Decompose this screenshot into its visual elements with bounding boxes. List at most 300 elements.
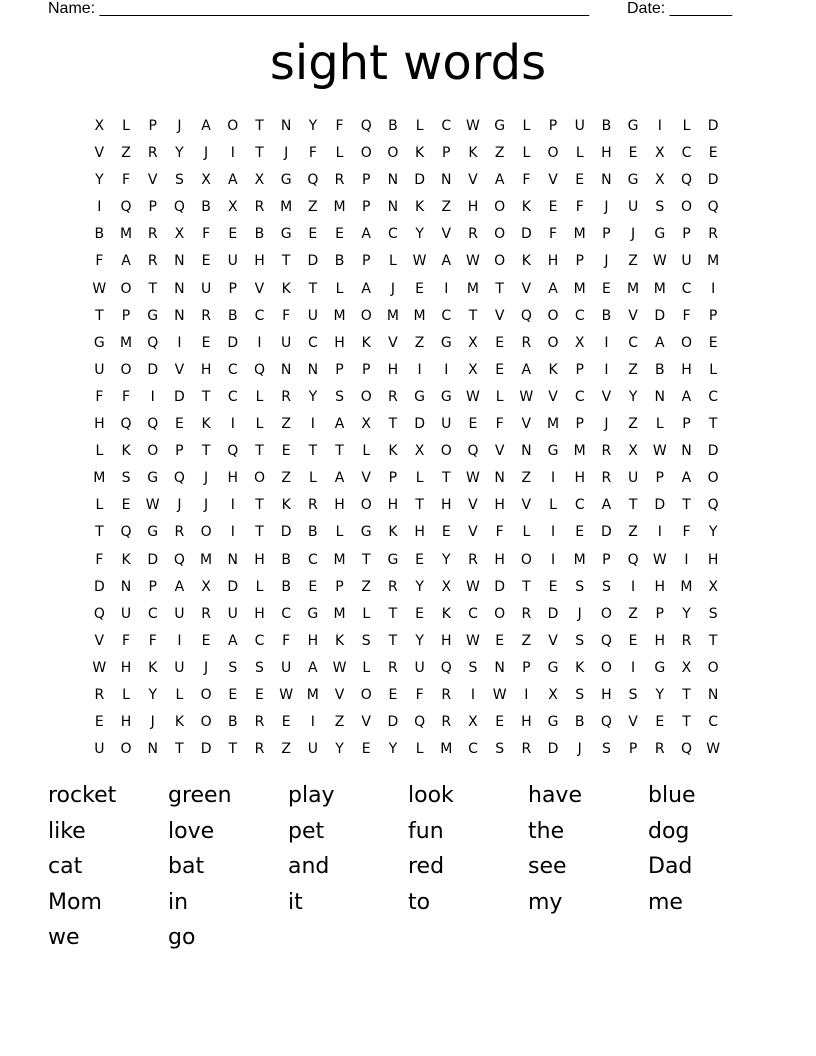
grid-letter[interactable]: M	[333, 605, 346, 622]
grid-letter[interactable]: U	[227, 253, 238, 270]
grid-letter[interactable]: H	[120, 714, 132, 731]
grid-letter[interactable]: E	[708, 334, 718, 351]
grid-letter[interactable]: P	[148, 578, 157, 595]
grid-letter[interactable]: J	[177, 118, 182, 134]
grid-letter[interactable]: O	[120, 280, 132, 297]
grid-letter[interactable]: C	[307, 551, 318, 568]
grid-letter[interactable]: H	[654, 632, 666, 649]
grid-letter[interactable]: T	[388, 632, 398, 649]
grid-letter[interactable]: V	[147, 172, 158, 189]
grid-letter[interactable]: R	[654, 741, 665, 758]
grid-letter[interactable]: F	[549, 226, 558, 243]
grid-letter[interactable]: Q	[520, 307, 532, 324]
grid-letter[interactable]: C	[468, 741, 478, 758]
grid-letter[interactable]: I	[230, 145, 235, 162]
grid-letter[interactable]: E	[255, 686, 264, 703]
grid-letter[interactable]: N	[174, 253, 185, 270]
grid-letter[interactable]: L	[415, 741, 424, 758]
grid-letter[interactable]: E	[201, 632, 211, 649]
grid-letter[interactable]: H	[414, 524, 425, 541]
grid-letter[interactable]: D	[227, 578, 239, 595]
grid-letter[interactable]: T	[628, 497, 638, 514]
grid-letter[interactable]: K	[468, 145, 478, 162]
grid-letter[interactable]: K	[121, 443, 131, 460]
grid-letter[interactable]: H	[601, 145, 612, 162]
grid-letter[interactable]: W	[492, 686, 507, 703]
grid-letter[interactable]: I	[684, 551, 689, 568]
grid-letter[interactable]: K	[415, 145, 425, 162]
grid-letter[interactable]: W	[412, 253, 427, 270]
grid-letter[interactable]: O	[253, 470, 265, 487]
grid-letter[interactable]: V	[628, 307, 638, 324]
grid-letter[interactable]: R	[147, 253, 158, 270]
grid-letter[interactable]: T	[95, 307, 104, 324]
grid-letter[interactable]: Z	[628, 253, 638, 270]
grid-letter[interactable]: J	[150, 714, 155, 731]
grid-letter[interactable]: L	[709, 361, 718, 378]
grid-letter[interactable]: G	[627, 172, 639, 189]
grid-letter[interactable]: C	[574, 497, 585, 514]
grid-letter[interactable]: X	[654, 172, 665, 189]
grid-letter[interactable]: P	[628, 741, 638, 758]
grid-letter[interactable]: Q	[120, 524, 132, 541]
grid-letter[interactable]: E	[121, 497, 131, 514]
grid-letter[interactable]: T	[335, 443, 344, 460]
grid-letter[interactable]: U	[627, 199, 639, 216]
grid-letter[interactable]: E	[415, 605, 425, 622]
grid-letter[interactable]: L	[522, 118, 531, 134]
grid-letter[interactable]: N	[120, 578, 132, 595]
grid-letter[interactable]: C	[254, 632, 265, 649]
grid-letter[interactable]: J	[284, 145, 289, 162]
grid-letter[interactable]: Z	[361, 578, 372, 595]
grid-letter[interactable]: E	[708, 145, 718, 162]
grid-letter[interactable]: N	[227, 551, 239, 568]
grid-letter[interactable]: N	[387, 199, 399, 216]
grid-letter[interactable]: J	[577, 605, 582, 622]
grid-letter[interactable]: D	[520, 226, 532, 243]
grid-letter[interactable]: J	[177, 497, 182, 514]
grid-letter[interactable]: M	[573, 226, 586, 243]
grid-letter[interactable]: H	[521, 714, 532, 731]
grid-letter[interactable]: N	[521, 443, 532, 460]
grid-letter[interactable]: Q	[307, 172, 319, 189]
grid-letter[interactable]: Q	[680, 741, 692, 758]
grid-letter[interactable]: G	[654, 226, 666, 243]
grid-letter[interactable]: K	[121, 551, 131, 568]
grid-letter[interactable]: C	[441, 118, 452, 134]
grid-letter[interactable]: H	[441, 497, 452, 514]
grid-letter[interactable]: J	[204, 497, 209, 514]
grid-letter[interactable]: L	[335, 524, 344, 541]
grid-letter[interactable]: F	[122, 388, 131, 405]
grid-letter[interactable]: F	[148, 632, 157, 649]
grid-letter[interactable]: C	[254, 307, 265, 324]
grid-letter[interactable]: W	[466, 118, 480, 134]
grid-letter[interactable]: T	[255, 443, 264, 460]
grid-letter[interactable]: L	[122, 686, 130, 703]
grid-letter[interactable]: T	[281, 253, 291, 270]
grid-letter[interactable]: W	[92, 659, 107, 676]
grid-letter[interactable]: Q	[253, 361, 265, 378]
grid-letter[interactable]: F	[282, 632, 291, 649]
grid-letter[interactable]: W	[332, 659, 347, 676]
grid-letter[interactable]: M	[306, 686, 319, 703]
grid-letter[interactable]: M	[93, 470, 106, 487]
grid-letter[interactable]: O	[360, 145, 372, 162]
grid-letter[interactable]: T	[682, 497, 691, 514]
grid-letter[interactable]: L	[362, 443, 371, 460]
grid-letter[interactable]: I	[657, 118, 662, 134]
grid-letter[interactable]: N	[654, 388, 666, 405]
grid-letter[interactable]: L	[362, 605, 371, 622]
grid-letter[interactable]: A	[441, 253, 452, 270]
grid-letter[interactable]: A	[227, 172, 238, 189]
grid-letter[interactable]: I	[604, 361, 609, 378]
grid-letter[interactable]: L	[415, 470, 424, 487]
grid-letter[interactable]: M	[333, 551, 346, 568]
grid-letter[interactable]: K	[388, 443, 398, 460]
grid-letter[interactable]: N	[494, 659, 505, 676]
grid-letter[interactable]: O	[600, 659, 612, 676]
grid-letter[interactable]: C	[227, 388, 238, 405]
grid-letter[interactable]: F	[282, 307, 291, 324]
grid-letter[interactable]: H	[467, 199, 479, 216]
grid-letter[interactable]: E	[575, 524, 585, 541]
grid-letter[interactable]: T	[442, 470, 451, 487]
grid-letter[interactable]: M	[573, 551, 586, 568]
grid-letter[interactable]: C	[708, 388, 719, 405]
grid-letter[interactable]: Q	[173, 470, 185, 487]
grid-letter[interactable]: L	[335, 145, 344, 162]
grid-letter[interactable]: F	[202, 226, 211, 243]
grid-letter[interactable]: I	[631, 659, 636, 676]
grid-letter[interactable]: J	[631, 226, 636, 243]
grid-letter[interactable]: Z	[521, 470, 532, 487]
grid-letter[interactable]: N	[307, 361, 319, 378]
grid-letter[interactable]: L	[255, 416, 264, 433]
grid-letter[interactable]: R	[254, 199, 265, 216]
grid-letter[interactable]: F	[95, 388, 104, 405]
grid-letter[interactable]: Y	[388, 741, 398, 758]
grid-letter[interactable]: D	[494, 578, 506, 595]
grid-letter[interactable]: P	[175, 443, 184, 460]
grid-letter[interactable]: C	[708, 714, 719, 731]
grid-letter[interactable]: N	[147, 741, 158, 758]
grid-letter[interactable]: L	[522, 524, 531, 541]
grid-letter[interactable]: D	[147, 551, 159, 568]
grid-letter[interactable]: R	[388, 659, 398, 676]
grid-letter[interactable]: M	[680, 578, 693, 595]
grid-letter[interactable]: P	[361, 253, 371, 270]
grid-letter[interactable]: R	[147, 226, 158, 243]
grid-letter[interactable]: E	[495, 361, 505, 378]
grid-letter[interactable]: Z	[308, 199, 318, 216]
grid-letter[interactable]: M	[119, 334, 133, 351]
grid-letter[interactable]: T	[522, 578, 531, 595]
grid-letter[interactable]: X	[468, 361, 478, 378]
grid-letter[interactable]: L	[655, 416, 664, 433]
grid-letter[interactable]: Q	[680, 172, 692, 189]
grid-letter[interactable]: D	[200, 741, 212, 758]
grid-letter[interactable]: L	[549, 497, 557, 514]
grid-letter[interactable]: S	[361, 632, 371, 649]
grid-letter[interactable]: O	[680, 199, 692, 216]
grid-letter[interactable]: I	[310, 416, 315, 433]
grid-letter[interactable]: X	[548, 686, 558, 703]
grid-letter[interactable]: V	[468, 497, 478, 514]
grid-letter[interactable]: Q	[627, 551, 639, 568]
grid-letter[interactable]: R	[201, 307, 211, 324]
grid-letter[interactable]: M	[546, 416, 560, 433]
grid-letter[interactable]: H	[547, 253, 559, 270]
grid-letter[interactable]: O	[120, 741, 132, 758]
grid-letter[interactable]: R	[334, 172, 345, 189]
grid-letter[interactable]: Y	[175, 145, 184, 162]
grid-letter[interactable]: Q	[707, 199, 719, 216]
grid-letter[interactable]: W	[466, 632, 480, 649]
grid-letter[interactable]: F	[335, 118, 344, 134]
grid-letter[interactable]: U	[307, 307, 318, 324]
grid-letter[interactable]: S	[655, 199, 665, 216]
grid-letter[interactable]: F	[308, 145, 317, 162]
grid-letter[interactable]: N	[174, 307, 185, 324]
grid-letter[interactable]: H	[94, 416, 105, 433]
grid-letter[interactable]: F	[122, 172, 131, 189]
grid-letter[interactable]: G	[627, 118, 639, 134]
grid-letter[interactable]: U	[281, 659, 292, 676]
grid-letter[interactable]: H	[307, 632, 319, 649]
grid-letter[interactable]: V	[494, 443, 505, 460]
grid-letter[interactable]: Q	[600, 714, 612, 731]
grid-letter[interactable]: R	[521, 741, 532, 758]
grid-letter[interactable]: O	[707, 659, 719, 676]
grid-letter[interactable]: B	[281, 578, 291, 595]
grid-letter[interactable]: P	[682, 226, 691, 243]
grid-letter[interactable]: I	[177, 632, 182, 649]
grid-letter[interactable]: D	[654, 497, 666, 514]
grid-letter[interactable]: Y	[628, 388, 638, 405]
grid-letter[interactable]: R	[521, 605, 532, 622]
grid-letter[interactable]: A	[681, 388, 692, 405]
grid-letter[interactable]: T	[361, 551, 371, 568]
grid-letter[interactable]: T	[682, 686, 691, 703]
grid-letter[interactable]: E	[388, 686, 398, 703]
grid-letter[interactable]: R	[254, 714, 265, 731]
grid-letter[interactable]: N	[441, 172, 452, 189]
grid-letter[interactable]: O	[227, 118, 239, 134]
grid-letter[interactable]: Y	[308, 388, 318, 405]
grid-letter[interactable]: X	[628, 443, 638, 460]
grid-letter[interactable]: D	[707, 443, 719, 460]
grid-letter[interactable]: B	[227, 714, 238, 731]
grid-letter[interactable]: O	[680, 334, 692, 351]
grid-letter[interactable]: E	[281, 443, 291, 460]
grid-letter[interactable]: B	[254, 226, 265, 243]
grid-letter[interactable]: S	[575, 632, 585, 649]
grid-letter[interactable]: A	[174, 578, 185, 595]
grid-letter[interactable]: G	[280, 172, 292, 189]
grid-letter[interactable]: K	[415, 199, 425, 216]
grid-letter[interactable]: Z	[281, 416, 291, 433]
grid-letter[interactable]: P	[548, 118, 558, 134]
grid-letter[interactable]: A	[494, 172, 505, 189]
grid-letter[interactable]: V	[601, 388, 612, 405]
grid-letter[interactable]: B	[574, 714, 585, 731]
grid-letter[interactable]: E	[655, 714, 665, 731]
grid-letter[interactable]: O	[200, 524, 212, 541]
grid-letter[interactable]: U	[227, 605, 238, 622]
grid-letter[interactable]: Z	[414, 334, 425, 351]
grid-letter[interactable]: O	[360, 497, 372, 514]
grid-letter[interactable]: T	[201, 443, 211, 460]
grid-letter[interactable]: G	[414, 388, 426, 405]
grid-letter[interactable]: L	[682, 118, 691, 134]
grid-letter[interactable]: N	[494, 470, 505, 487]
grid-letter[interactable]: R	[601, 443, 612, 460]
grid-letter[interactable]: W	[519, 388, 534, 405]
grid-letter[interactable]: W	[466, 253, 480, 270]
grid-letter[interactable]: X	[654, 145, 665, 162]
grid-letter[interactable]: C	[307, 334, 318, 351]
grid-letter[interactable]: A	[334, 470, 345, 487]
grid-letter[interactable]: H	[334, 497, 345, 514]
grid-letter[interactable]: T	[255, 524, 264, 541]
grid-letter[interactable]: D	[707, 118, 719, 134]
grid-letter[interactable]: M	[386, 307, 399, 324]
grid-letter[interactable]: P	[148, 118, 157, 134]
grid-letter[interactable]: E	[94, 714, 104, 731]
grid-letter[interactable]: S	[468, 659, 478, 676]
grid-letter[interactable]: S	[228, 659, 238, 676]
grid-letter[interactable]: Z	[628, 524, 638, 541]
grid-letter[interactable]: J	[577, 741, 582, 758]
grid-letter[interactable]: M	[573, 443, 586, 460]
grid-letter[interactable]: C	[574, 388, 585, 405]
grid-letter[interactable]: O	[360, 686, 372, 703]
grid-letter[interactable]: H	[254, 551, 265, 568]
grid-letter[interactable]: Z	[628, 416, 638, 433]
grid-letter[interactable]: Q	[147, 416, 159, 433]
grid-letter[interactable]: U	[681, 253, 692, 270]
grid-letter[interactable]: V	[94, 145, 105, 162]
grid-letter[interactable]: X	[201, 578, 211, 595]
grid-letter[interactable]: D	[147, 361, 159, 378]
grid-letter[interactable]: D	[414, 416, 425, 433]
grid-letter[interactable]: L	[522, 145, 531, 162]
grid-letter[interactable]: O	[387, 145, 399, 162]
grid-letter[interactable]: L	[95, 497, 104, 514]
grid-letter[interactable]: I	[631, 578, 636, 595]
grid-letter[interactable]: O	[494, 199, 506, 216]
grid-letter[interactable]: G	[147, 307, 159, 324]
grid-letter[interactable]: O	[520, 551, 532, 568]
grid-letter[interactable]: I	[550, 470, 556, 487]
grid-letter[interactable]: Z	[334, 714, 345, 731]
grid-letter[interactable]: N	[601, 172, 612, 189]
grid-letter[interactable]: V	[254, 280, 265, 297]
grid-letter[interactable]: E	[308, 578, 318, 595]
grid-letter[interactable]: R	[388, 388, 398, 405]
grid-letter[interactable]: Q	[227, 443, 239, 460]
grid-letter[interactable]: L	[495, 388, 504, 405]
grid-letter[interactable]: T	[175, 741, 184, 758]
grid-letter[interactable]: T	[201, 388, 211, 405]
grid-letter[interactable]: O	[360, 388, 372, 405]
grid-letter[interactable]: T	[148, 280, 157, 297]
grid-letter[interactable]: K	[548, 361, 558, 378]
grid-letter[interactable]: Q	[707, 497, 719, 514]
grid-letter[interactable]: S	[174, 172, 184, 189]
grid-letter[interactable]: V	[628, 714, 638, 731]
grid-letter[interactable]: Q	[467, 443, 479, 460]
grid-letter[interactable]: V	[521, 280, 532, 297]
grid-letter[interactable]: V	[548, 632, 558, 649]
grid-letter[interactable]: A	[361, 280, 371, 297]
grid-letter[interactable]: T	[388, 605, 398, 622]
grid-letter[interactable]: T	[255, 497, 264, 514]
grid-letter[interactable]: B	[654, 361, 665, 378]
grid-letter[interactable]: G	[360, 524, 372, 541]
grid-letter[interactable]: H	[120, 659, 132, 676]
grid-letter[interactable]: H	[387, 497, 399, 514]
grid-letter[interactable]: T	[308, 280, 318, 297]
grid-letter[interactable]: M	[573, 280, 586, 297]
grid-letter[interactable]: H	[681, 361, 692, 378]
grid-letter[interactable]: L	[255, 388, 264, 405]
grid-letter[interactable]: P	[335, 361, 344, 378]
grid-letter[interactable]: C	[628, 334, 638, 351]
grid-letter[interactable]: Y	[308, 118, 318, 134]
grid-letter[interactable]: G	[387, 551, 399, 568]
grid-letter[interactable]: W	[652, 253, 667, 270]
grid-letter[interactable]: R	[94, 686, 105, 703]
grid-letter[interactable]: K	[334, 632, 345, 649]
grid-letter[interactable]: W	[92, 280, 107, 297]
grid-letter[interactable]: U	[174, 659, 185, 676]
grid-letter[interactable]: G	[147, 524, 159, 541]
grid-letter[interactable]: M	[413, 307, 426, 324]
grid-letter[interactable]: E	[495, 632, 505, 649]
grid-letter[interactable]: C	[574, 307, 585, 324]
grid-letter[interactable]: W	[706, 741, 721, 758]
grid-letter[interactable]: B	[601, 307, 612, 324]
grid-letter[interactable]: X	[468, 334, 478, 351]
grid-letter[interactable]: H	[707, 551, 719, 568]
grid-letter[interactable]: T	[468, 307, 478, 324]
grid-letter[interactable]: Q	[173, 551, 185, 568]
grid-letter[interactable]: X	[681, 659, 692, 676]
grid-letter[interactable]: S	[255, 659, 264, 676]
grid-letter[interactable]: R	[468, 551, 478, 568]
grid-letter[interactable]: R	[254, 741, 265, 758]
grid-letter[interactable]: T	[255, 118, 264, 134]
grid-letter[interactable]: K	[174, 714, 184, 731]
grid-letter[interactable]: H	[494, 551, 505, 568]
grid-letter[interactable]: C	[227, 361, 238, 378]
grid-letter[interactable]: E	[441, 524, 451, 541]
grid-letter[interactable]: S	[708, 605, 718, 622]
grid-letter[interactable]: U	[574, 118, 585, 134]
grid-letter[interactable]: E	[201, 334, 211, 351]
grid-letter[interactable]: J	[604, 199, 609, 216]
grid-letter[interactable]: R	[681, 632, 692, 649]
grid-letter[interactable]: C	[388, 226, 398, 243]
grid-letter[interactable]: H	[574, 470, 585, 487]
grid-letter[interactable]: Y	[335, 741, 344, 758]
grid-letter[interactable]: R	[468, 226, 478, 243]
grid-letter[interactable]: F	[522, 172, 531, 189]
